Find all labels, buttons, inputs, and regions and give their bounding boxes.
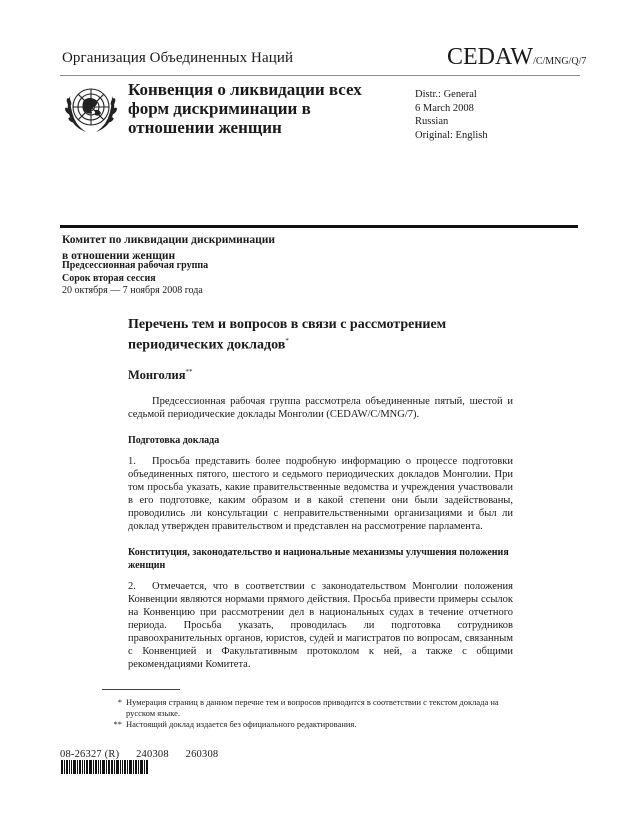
session-name: Сорок вторая сессия — [62, 272, 156, 284]
document-symbol — [447, 44, 586, 71]
document-title-line: периодических докладов — [128, 337, 286, 353]
convention-title-line: форм дискриминации в — [128, 99, 311, 118]
organization-name: Организация Объединенных Наций — [62, 50, 294, 66]
footnote-text: Нумерация страниц в данном перечне тем и вопросов приводится в соответствии с текстом доклада на русском языке. — [126, 697, 499, 718]
footnote-marker[interactable]: ** — [185, 367, 193, 376]
un-emblem-icon — [62, 80, 120, 138]
footnotes — [110, 697, 515, 730]
country-heading — [128, 368, 513, 383]
footnote-mark: * — [117, 697, 122, 707]
country-name: Монголия — [128, 367, 186, 382]
paragraph-number: 1. — [128, 455, 136, 467]
footnote-separator — [102, 689, 180, 690]
footnote-marker[interactable]: * — [285, 337, 289, 345]
paragraph-text: Отмечается, что в соответствии с законодательством Монголии положения Конвенции являются нормами прямого действия. Просьба привести примеры ссылок на Конвенцию при рассмотрении дел в национальных судах в течение отчетного периода. Просьба указать, проводилась ли подготовка сотрудников правоохранительных органов, юристов, судей и магистратов по вопросам, связанным с Конвенцией и Факультативным протоколом к ней, а также с общими рекомендациями Комитета. — [128, 580, 513, 670]
footnote-mark: ** — [113, 719, 122, 729]
session-dates: 20 октября — 7 ноября 2008 года — [62, 285, 203, 296]
numbered-paragraph — [128, 580, 513, 671]
job-date-2: 260308 — [185, 749, 219, 760]
job-code: 08-26327 (R) — [60, 749, 120, 760]
footnote-text: Настоящий доклад издается без официального редактирования. — [126, 719, 357, 729]
session-info — [62, 260, 208, 298]
paragraph-number: 2. — [128, 580, 136, 592]
barcode-icon — [61, 760, 169, 774]
convention-title — [128, 80, 398, 137]
symbol-main: CEDAW — [447, 44, 534, 70]
working-group: Предсессионная рабочая группа — [62, 260, 209, 271]
document-title — [128, 317, 513, 354]
document-language: Russian — [415, 116, 449, 127]
intro-paragraph: Предсессионная рабочая группа рассмотрела объединенные пятый, шестой и седьмой периодические доклады Монголии (CEDAW/C/MNG/7). — [128, 395, 513, 420]
footnote-item — [110, 719, 515, 730]
issue-date: 6 March 2008 — [415, 102, 474, 114]
distribution-type: Distr.: General — [415, 89, 477, 100]
section-rule — [60, 225, 578, 228]
document-body — [128, 317, 513, 681]
paragraph-text: Просьба представить более подробную информацию о процессе подготовки объединенных пятого, шестого и седьмого периодических докладов Монголии. При том просьба указать, какие правительственные ведомства и учреждения участвовали в его подготовке, каким образом и в какой степени они были задействованы, проводились ли консультации с неправительственными организациями и был ли доклад утвержден правительством и представлен на рассмотрение парламента. — [128, 455, 513, 532]
footnote-item — [110, 697, 515, 719]
header-rule — [60, 75, 580, 76]
convention-title-line: Конвенция о ликвидации всех — [128, 80, 362, 99]
document-title-line: Перечень тем и вопросов в связи с рассмотрением — [128, 317, 447, 332]
section-heading: Подготовка доклада — [128, 434, 220, 446]
job-date-1: 240308 — [136, 749, 169, 760]
committee-line: в отношении женщин — [62, 250, 176, 262]
original-language: Original: English — [415, 129, 488, 141]
distribution-block — [415, 88, 488, 142]
committee-line: Комитет по ликвидации дискриминации — [62, 234, 276, 246]
job-number — [60, 749, 232, 760]
numbered-paragraph — [128, 455, 513, 533]
symbol-suffix: /C/MNG/Q/7 — [533, 56, 587, 67]
section-heading: Конституция, законодательство и национальные механизмы улучшения положения женщин — [128, 546, 509, 571]
convention-title-line: отношении женщин — [128, 118, 282, 137]
